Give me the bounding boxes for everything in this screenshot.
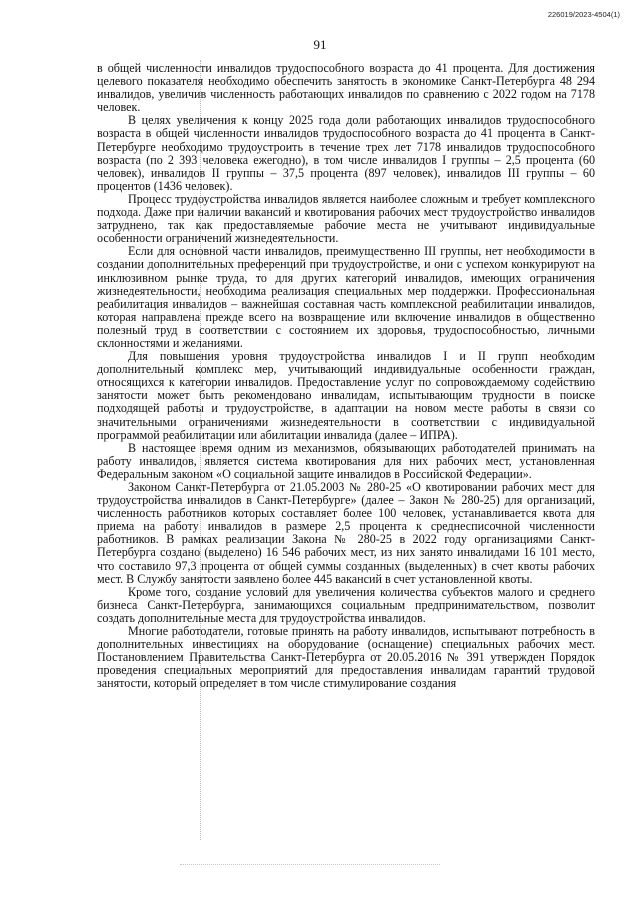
paragraph: В целях увеличения к концу 2025 года доли работающих инвалидов трудоспособного возраста в общей численности инвалидов трудоспособного возраста до 41 процента в Санкт-Петербурге необходимо трудоустроить в течение трех лет 7178 инвалидов трудоспособного возраста (по 2 393 человека ежегодно), в том числе инвалидов I группы – 2,5 процента (60 человек), инвалидов II группы – 37,5 процента (897 человек), инвалидов III группы – 60 процентов (1436 человек). bbox=[97, 113, 596, 193]
page-number: 91 bbox=[313, 37, 327, 52]
paragraph: Процесс трудоустройства инвалидов является наиболее сложным и требует комплексного подхода. Даже при наличии вакансий и квотирования рабочих мест трудоустройство инвалидов затруднено, так как предоставляемые рабочие места не учитывают индивидуальные особенности ограничений жизнедеятельности. bbox=[97, 191, 595, 246]
paragraph-continuation: в общей численности инвалидов трудоспособного возраста до 41 процента. Для достижения целевого показателя необходимо обеспечить занятость в экономике Санкт-Петербурга 48 294 инвалидов, увеличив численность работающих инвалидов по сравнению с 2022 годом на 7178 человек. bbox=[97, 61, 595, 115]
paragraph: Кроме того, создание условий для увеличения количества субъектов малого и среднего бизнеса Санкт-Петербурга, занимающихся социальным предпринимательством, позволит создать дополнительные места для трудоустройства инвалидов. bbox=[97, 584, 595, 625]
paragraph: Если для основной части инвалидов, преимущественно III группы, нет необходимости в создании дополнительных преференций при трудоустройстве, и они с успехом конкурируют на инклюзивном рынке труда, то для других категорий инвалидов, имеющих ограничения жизнедеятельности, необходима реализация специальных мер поддержки. Профессиональная реабилитация инвалидов – важнейшая составная часть комплексной реабилитации инвалидов, которая направлена прежде всего на возвращение или включение инвалидов в общественно полезный труд в соответствии с состоянием их здоровья, трудоспособностью, личными склонностями и желаниями. bbox=[97, 244, 595, 350]
paragraph: Законом Санкт-Петербурга от 21.05.2003 № 280-25 «О квотировании рабочих мест для трудоустройства инвалидов в Санкт-Петербурге» (далее – Закон № 280-25) для организаций, численность работников которых составляет более 100 человек, устанавливается квота для приема на работу инвалидов в размере 2,5 процента к среднесписочной численности работников. В рамках реализации Закона № 280-25 в 2022 году организациями Санкт-Петербурга создано (выделено) 16 546 рабочих мест, из них занято инвалидами 16 101 место, что составило 97,3 процента от общей суммы созданных (выделенных) в счет квоты рабочих мест. В Службу занятости заявлено более 445 вакансий в счет установленной квоты. bbox=[97, 480, 595, 586]
document-id: 226019/2023-4504(1) bbox=[547, 10, 620, 19]
paragraph: В настоящее время одним из механизмов, обязывающих работодателей принимать на работу инвалидов, является система квотирования для них рабочих мест, установленная Федеральным законом «О социальной защите инвалидов в Российской Федерации». bbox=[97, 440, 595, 481]
scan-artifact-line bbox=[180, 864, 440, 865]
paragraph: Многие работодатели, готовые принять на работу инвалидов, испытывают потребность в дополнительных инвестициях на оборудование (оснащение) специальных рабочих мест. Постановлением Правительства Санкт-Петербурга от 20.05.2016 № 391 утвержден Порядок проведения специальных мероприятий для предоставления инвалидам гарантий трудовой занятости, который определяет в том числе стимулирование создания bbox=[97, 624, 595, 691]
document-body bbox=[97, 62, 595, 691]
paragraph: Для повышения уровня трудоустройства инвалидов I и II групп необходим дополнительный комплекс мер, учитывающий индивидуальные особенности граждан, относящихся к категории инвалидов. Предоставление услуг по сопровождаемому содействию занятости может быть рекомендовано инвалидам, испытывающим трудности в поиске подходящей работы и трудоустройстве, в адаптации на новом месте работы в связи со значительными ограничениями жизнедеятельности в соответствии с индивидуальной программой реабилитации или абилитации инвалида (далее – ИПРА). bbox=[97, 349, 595, 442]
